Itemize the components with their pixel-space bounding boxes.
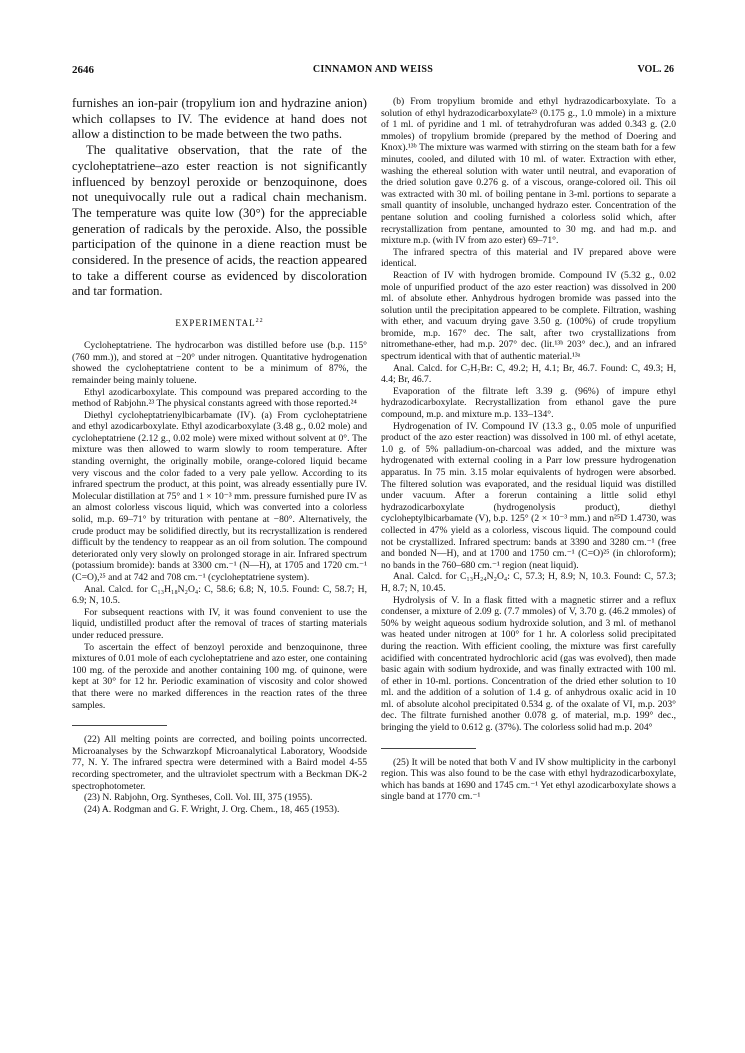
footnote-divider <box>72 725 167 726</box>
left-column <box>72 96 367 815</box>
body-paragraph: Cycloheptatriene. The hydrocarbon was distilled before use (b.p. 115° (760 mm.)), and stored at −20° under nitrogen. Quantitative hydrogenation showed the cycloheptatriene content to be a minimum of 87%, the remainder being mainly toluene. <box>72 340 367 386</box>
footnote: (22) All melting points are corrected, and boiling points uncorrected. Microanalyses by the Schwarzkopf Microanalytical Laboratory, Woodside 77, N. Y. The infrared spectra were determined with a Baird model 4-55 recording spectrometer, and the ultraviolet spectrum with a Beckman DK-2 spectrophotometer. <box>72 734 367 792</box>
right-column <box>381 96 676 803</box>
running-header <box>72 64 674 80</box>
body-paragraph: Hydrolysis of V. In a flask fitted with a magnetic stirrer and a reflux condenser, a mixture of 2.09 g. (7.7 mmoles) of V, 3.70 g. (46.2 mmoles) of 50% by weight aqueous sodium hydroxide solution, and 3 ml. of methanol was heated under nitrogen at 100° for 1 hr. A colorless solid precipitated during the reaction. With efficient cooling, the mixture was first carefully acidified with concentrated hydrochloric acid (gas was evolved), then made basic again with sodium hydroxide, and was finally extracted with 100 ml. of ether in 10-ml. portions. Concentration of the dried ether solution to 10 ml. and the addition of a solution of 1.4 g. of anhydrous oxalic acid in 10 ml. of absolute alcohol precipitated 0.534 g. of the oxalate of VI, m.p. 203° dec. The filtrate furnished another 0.078 g. of material, m.p. 199° dec., bringing the yield to 0.612 g. (37%). The colorless solid had m.p. 204° <box>381 594 676 734</box>
body-paragraph: Anal. Calcd. for C₁₃H₁₈N₂O₄: C, 58.6; 6.8; N, 10.5. Found: C, 58.7; H, 6.9; N, 10.5. <box>72 583 367 607</box>
page-number: 2646 <box>72 64 94 76</box>
footnote: (25) It will be noted that both V and IV show multiplicity in the carbonyl region. This was also found to be the case with ethyl hydrazodicarboxylate, which has bands at 1690 and 1745 cm.⁻¹ Yet ethyl azodicarboxylate shows a single band at 1770 cm.⁻¹ <box>381 756 676 803</box>
body-paragraph: Ethyl azodicarboxylate. This compound was prepared according to the method of Rabjohn.²³ The physical constants agreed with those reported.²⁴ <box>72 386 367 410</box>
body-paragraph: Hydrogenation of IV. Compound IV (13.3 g., 0.05 mole of unpurified product of the azo ester reaction) was dissolved in 100 ml. of ethyl acetate, 1.0 g. of 5% palladium-on-charcoal was added, and the mixture was hydrogenated with external cooling in a Parr low pressure hydrogenation apparatus. In 75 min. 3.15 molar equivalents of hydrogen were absorbed. The filtered solution was evaporated, and the residual liquid was distilled under vacuum. After a forerun containing a little solid ethyl hydrazodicarboxylate (hydrogenolysis product), diethyl cycloheptylbicarbamate (V), b.p. 125° (2 × 10⁻³ mm.) and n²⁵D 1.4730, was collected in 47% yield as a colorless, viscous liquid. The compound could not be crystallized. Infrared spectrum: bands at 3390 and 3280 cm.⁻¹ (free and bonded N—H), and at 1700 and 1750 cm.⁻¹ (C=O)²⁵ (in chloroform); no bands in the 760–680 cm.⁻¹ region (neat liquid). <box>381 420 676 571</box>
section-title: EXPERIMENTAL <box>175 318 256 329</box>
volume-label: VOL. 26 <box>637 64 674 75</box>
section-footnote-mark: 22 <box>255 318 264 325</box>
intro-paragraph: furnishes an ion-pair (tropylium ion and hydrazine anion) which collapses to IV. The evidence at hand does not allow a distinction to be made between the two paths. <box>72 96 367 142</box>
footnote: (23) N. Rabjohn, Org. Syntheses, Coll. Vol. III, 375 (1955). <box>84 792 313 804</box>
body-paragraph: For subsequent reactions with IV, it was found convenient to use the liquid, undistilled product after the removal of traces of starting materials under reduced pressure. <box>72 606 367 641</box>
intro-paragraph: The qualitative observation, that the rate of the cycloheptatriene–azo ester reaction is not significantly influenced by benzoyl peroxide or benzoquinone, does not unequivocally rule out a radical chain mechanism. The temperature was quite low (30°) for the appreciable generation of radicals by the peroxide. Also, the possible participation of the quinone in a diene reaction must be considered. In the presence of acids, the reaction appeared to take a different course as evidenced by discoloration and tar formation. <box>72 143 367 299</box>
body-paragraph: Reaction of IV with hydrogen bromide. Compound IV (5.32 g., 0.02 mole of unpurified product of the azo ester reaction) was dissolved in 200 ml. of absolute ether. Anhydrous hydrogen bromide was passed into the solution until the precipitation appeared to be complete. Filtration, washing with ether, and vacuum drying gave 3.50 g. (100%) of crude tropylium bromide, m.p. 167° dec. The salt, after two crystallizations from nitromethane-ether, had m.p. 207° dec. (lit.¹³ᵇ 203° dec.), and an infrared spectrum identical with that of authentic material.¹³ᵃ <box>381 269 676 363</box>
body-paragraph: (b) From tropylium bromide and ethyl hydrazodicarboxylate. To a solution of ethyl hydrazodicarboxylate²³ (0.175 g., 1.0 mmole) in a mixture of 1 ml. of pyridine and 1 ml. of tetrahydrofuran was added 0.343 g. (2.0 mmoles) of tropylium bromide (prepared by the method of Doering and Knox).¹³ᵇ The mixture was warmed with stirring on the steam bath for a few minutes, cooled, and diluted with 10 ml. of water. Extraction with ether, washing the ethereal solution with water until neutral, and evaporation of the dried solution gave 0.276 g. of a viscous, orange-colored oil. This oil was extracted with 30 ml. of boiling pentane in 3-ml. portions to separate a small quantity of insoluble, unchanged hydrazo ester. Concentration of the pentane solution and cooling furnished a colorless solid which, after recrystallization from pentane, amounted to 30 mg. and had m.p. and mixture m.p. (with IV from azo ester) 69–71°. <box>381 96 676 247</box>
body-paragraph: Anal. Calcd. for C₁₃H₂₄N₂O₄: C, 57.3; H, 8.9; N, 10.3. Found: C, 57.3; H, 8.7; N, 10.45. <box>381 571 676 594</box>
body-paragraph: The infrared spectra of this material and IV prepared above were identical. <box>381 246 676 270</box>
body-paragraph: Anal. Calcd. for C₇H₇Br: C, 49.2; H, 4.1; Br, 46.7. Found: C, 49.3; H, 4.4; Br, 46.7. <box>381 362 676 386</box>
body-paragraph: Diethyl cycloheptatrienylbicarbamate (IV). (a) From cycloheptatriene and ethyl azodicarboxylate. Ethyl azodicarboxylate (3.48 g., 0.02 mole) and cycloheptatriene (2.12 g., 0.02 mole) were mixed without solvent at 0°. The mixture was then allowed to warm slowly to room temperature. After standing overnight, the originally mobile, orange-colored liquid became very viscous and the color faded to a very pale yellow. According to its infrared spectrum the product, at this point, was already essentially pure IV. Molecular distillation at 75° and 1 × 10⁻³ mm. pressure furnished pure IV as an almost colorless viscous liquid, which was converted into a colorless solid, m.p. 69–71° by trituration with pentane at −80°. Alternatively, the crude product may be solidified directly, but its recrystallization is rendered difficult by the tendency to reappear as an oil from solution. The compound deteriorated only very slowly on prolonged storage in air. Infrared spectrum (potassium bromide): bands at 3300 cm.⁻¹ (N—H), at 1705 and 1720 cm.⁻¹ (C=O),²⁵ and at 742 and 708 cm.⁻¹ (cycloheptatriene system). <box>72 409 367 584</box>
body-paragraph: Evaporation of the filtrate left 3.39 g. (96%) of impure ethyl hydrazodicarboxylate. Recrystallization from ethanol gave the pure compound, m.p. and mixture m.p. 133–134°. <box>381 385 676 421</box>
footnote: (24) A. Rodgman and G. F. Wright, J. Org. Chem., 18, 465 (1953). <box>84 803 340 815</box>
body-paragraph: To ascertain the effect of benzoyl peroxide and benzoquinone, three mixtures of 0.01 mole of each cycloheptatriene and azo ester, one containing 100 mg. of the peroxide and another containing 100 mg. of quinone, were kept at 30° for 12 hr. Periodic examination of viscosity and color showed that there were no marked differences in the reaction rates of the three samples. <box>72 641 367 711</box>
section-heading <box>72 318 367 328</box>
footnote-divider <box>381 748 476 749</box>
running-title: CINNAMON AND WEISS <box>312 64 434 75</box>
